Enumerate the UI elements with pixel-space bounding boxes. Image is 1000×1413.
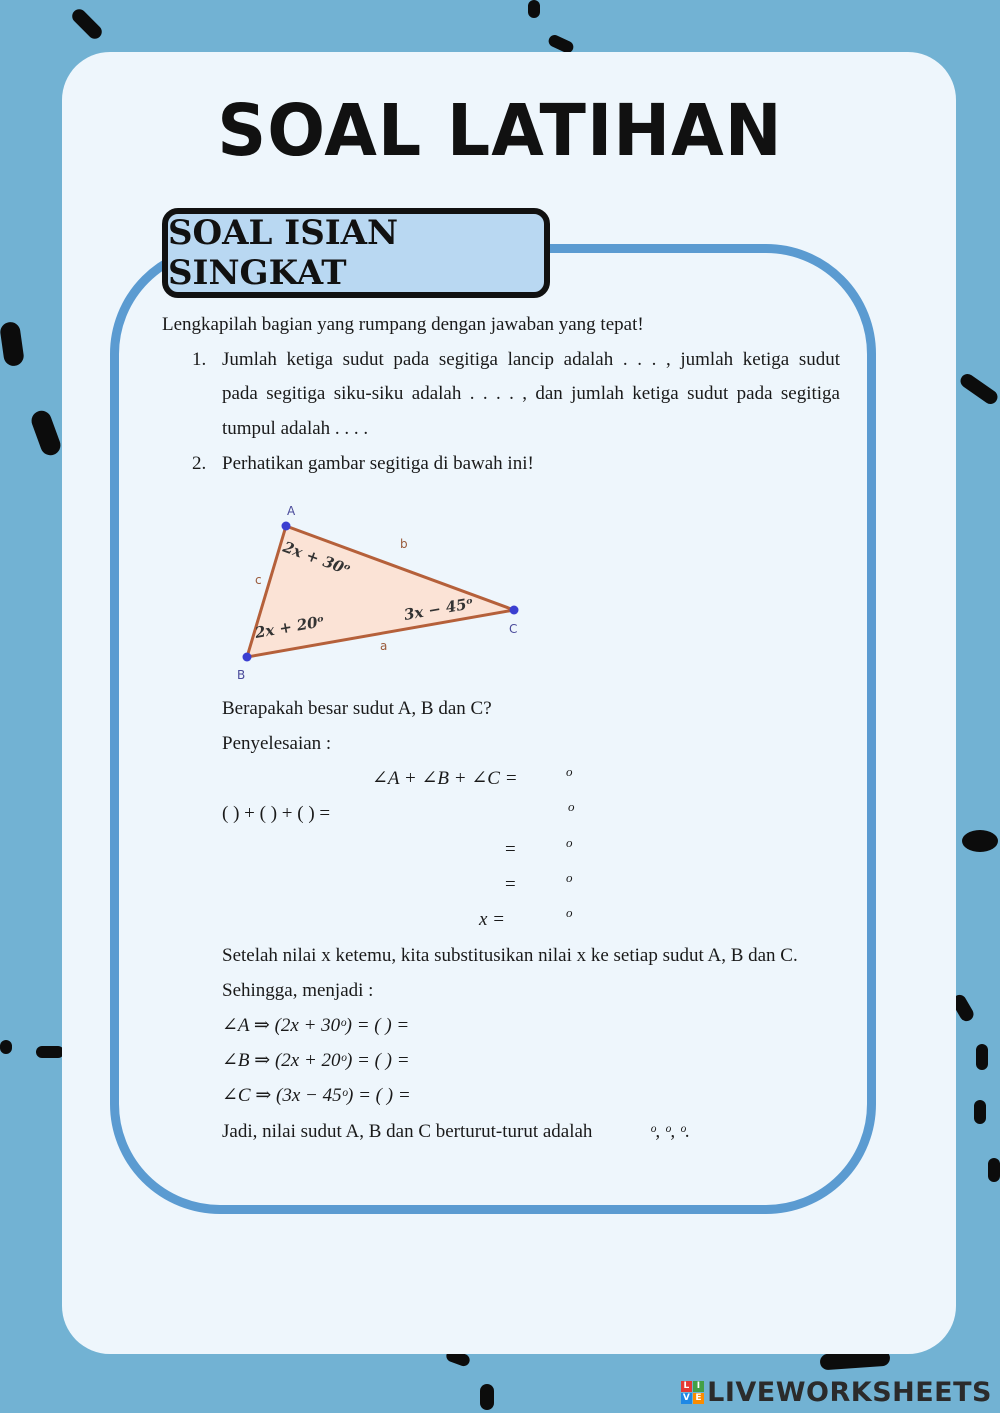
- conclusion-degrees: ᵒ, ᵒ, ᵒ.: [650, 1121, 691, 1142]
- substitution-text: Setelah nilai x ketemu, kita substitusikan nilai x ke setiap sudut A, B dan C.: [222, 945, 798, 966]
- decorative-dash: [958, 371, 1000, 407]
- vertex-b-label: B: [237, 668, 246, 682]
- question-2-prompt: Perhatikan gambar segitiga di bawah ini!: [222, 453, 534, 474]
- decorative-dash: [988, 1158, 1000, 1182]
- degree-mark: o: [566, 835, 573, 850]
- angle-a-label: 2x + 30ᵒ: [280, 537, 353, 579]
- vertex-a-label: A: [287, 504, 296, 518]
- triangle-figure: [230, 496, 530, 686]
- question-2-number: 2.: [192, 453, 207, 474]
- decorative-dash: [29, 408, 64, 458]
- degree-mark: o: [566, 764, 573, 779]
- vertex-c-label: C: [509, 622, 518, 636]
- degree-mark: o: [566, 870, 573, 885]
- solution-label: Penyelesaian :: [222, 733, 332, 754]
- angle-b-equation: ∠B ⇒ (2x + 20ᵒ) = ( ) =: [222, 1050, 410, 1071]
- decorative-dash: [528, 0, 540, 18]
- equation-step-1: =: [505, 839, 516, 860]
- side-a-label: a: [380, 639, 388, 653]
- angle-c-equation: ∠C ⇒ (3x − 45ᵒ) = ( ) =: [222, 1085, 411, 1106]
- equation-step-2: =: [505, 874, 516, 895]
- question-1-line-1: Jumlah ketiga sudut pada segitiga lancip adalah . . . , jumlah ketiga sudut: [222, 349, 840, 370]
- equation-sum-angles: ∠A + ∠B + ∠C =: [372, 768, 518, 789]
- decorative-dash: [0, 321, 25, 367]
- decorative-dash: [976, 1044, 988, 1070]
- page-title: SOAL LATIHAN: [217, 90, 783, 173]
- question-1-line-2: pada segitiga siku-siku adalah . . . . , dan jumlah ketiga sudut pada segitiga: [222, 383, 840, 404]
- conclusion-text: Jadi, nilai sudut A, B dan C berturut-turut adalah: [222, 1121, 593, 1142]
- sehingga-text: Sehingga, menjadi :: [222, 980, 374, 1001]
- angle-b-label: 2x + 20ᵒ: [253, 612, 326, 642]
- logo-text: LIVEWORKSHEETS: [707, 1376, 992, 1408]
- vertex-a-point: [282, 522, 291, 531]
- side-c-label: c: [255, 573, 262, 587]
- equation-x-value: x =: [479, 909, 506, 930]
- decorative-dash: [962, 830, 998, 852]
- degree-mark: o: [568, 799, 575, 814]
- vertex-b-point: [243, 653, 252, 662]
- instructions: Lengkapilah bagian yang rumpang dengan jawaban yang tepat!: [162, 314, 644, 335]
- section-tag: [162, 208, 550, 298]
- question-2-ask: Berapakah besar sudut A, B dan C?: [222, 698, 492, 719]
- decorative-dash: [69, 6, 104, 41]
- section-tag-label: SOAL ISIAN SINGKAT: [168, 213, 399, 293]
- logo-mark-icon: L I V E: [681, 1381, 704, 1404]
- question-1-number: 1.: [192, 349, 207, 370]
- decorative-dash: [36, 1046, 64, 1058]
- angle-a-equation: ∠A ⇒ (2x + 30ᵒ) = ( ) =: [222, 1015, 410, 1036]
- vertex-c-point: [510, 606, 519, 615]
- side-b-label: b: [400, 537, 408, 551]
- equation-blanks: ( ) + ( ) + ( ) =: [222, 803, 331, 824]
- decorative-dash: [0, 1040, 12, 1054]
- liveworksheets-logo: [681, 1377, 992, 1407]
- angle-c-label: 3x − 45ᵒ: [402, 594, 475, 624]
- decorative-dash: [480, 1384, 494, 1410]
- decorative-dash: [974, 1100, 986, 1124]
- degree-mark: o: [566, 905, 573, 920]
- question-1-line-3: tumpul adalah . . . .: [222, 418, 369, 439]
